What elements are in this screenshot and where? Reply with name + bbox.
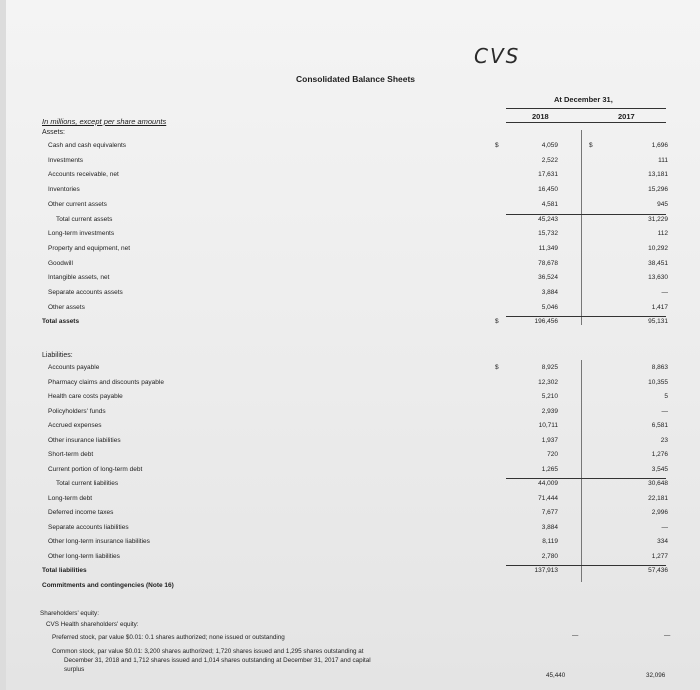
row-label: Property and equipment, net bbox=[48, 244, 131, 252]
currency-symbol: $ bbox=[495, 318, 499, 326]
value-2018: 137,913 bbox=[534, 567, 558, 574]
value-2018: 36,524 bbox=[538, 274, 558, 282]
table-row bbox=[6, 524, 700, 535]
value-2018: 5,046 bbox=[541, 303, 558, 311]
row-label: Intangible assets, net bbox=[48, 274, 110, 282]
table-row bbox=[6, 538, 700, 549]
row-label: Commitments and contingencies (Note 16) bbox=[42, 581, 174, 589]
value-2018: 196,456 bbox=[534, 318, 558, 326]
header-rule bbox=[506, 108, 666, 109]
value-2018: 3,884 bbox=[541, 289, 558, 296]
common-stock-label-line1: Common stock, par value $0.01: 3,200 shares authorized; 1,720 shares issued and 1,295 shares outstanding at bbox=[52, 648, 364, 655]
row-label: Accrued expenses bbox=[48, 422, 102, 429]
table-row bbox=[6, 495, 700, 506]
preferred-2018-value: — bbox=[572, 632, 579, 639]
value-2018: 2,522 bbox=[541, 156, 558, 164]
value-2017: 112 bbox=[657, 230, 668, 238]
common-stock-label-line2: December 31, 2018 and 1,712 shares issued and 1,014 shares outstanding at December 31, 2017 and capital bbox=[64, 657, 371, 664]
row-label: Separate accounts assets bbox=[48, 289, 123, 296]
row-label: Short-term debt bbox=[48, 451, 94, 458]
value-2017: 5 bbox=[664, 393, 668, 400]
row-label: Total current liabilities bbox=[56, 480, 119, 487]
table-row bbox=[6, 582, 700, 593]
common-2017-value: 32,096 bbox=[646, 672, 666, 679]
table-row bbox=[6, 437, 700, 448]
table-row bbox=[6, 567, 700, 578]
row-label: Total current assets bbox=[56, 215, 113, 223]
value-2017: 10,292 bbox=[648, 244, 668, 252]
table-row bbox=[6, 408, 700, 419]
table-row bbox=[6, 157, 700, 168]
value-2018: 2,780 bbox=[541, 552, 558, 560]
value-2018: 1,265 bbox=[541, 465, 558, 473]
table-row bbox=[6, 201, 700, 212]
table-row bbox=[6, 260, 700, 271]
row-label: Other long-term liabilities bbox=[48, 552, 120, 560]
equity-sub-label: CVS Health shareholders' equity: bbox=[46, 621, 139, 628]
value-2018: 12,302 bbox=[538, 378, 558, 386]
row-label: Investments bbox=[48, 156, 84, 164]
row-label: Long-term debt bbox=[48, 494, 93, 502]
row-label: Total assets bbox=[42, 318, 80, 326]
value-2017: 1,277 bbox=[651, 552, 668, 560]
subtotal-rule bbox=[506, 316, 666, 317]
value-2018: 78,678 bbox=[538, 259, 558, 267]
value-2017: 13,630 bbox=[648, 274, 668, 282]
table-row bbox=[6, 216, 700, 227]
row-label: Other current assets bbox=[48, 200, 107, 208]
value-2017: 10,355 bbox=[648, 378, 668, 386]
row-label: Accounts receivable, net bbox=[48, 171, 119, 179]
row-label: Accounts payable bbox=[48, 364, 100, 371]
row-label: Long-term investments bbox=[48, 230, 115, 238]
value-2018: 4,581 bbox=[541, 200, 558, 208]
value-2018: 11,349 bbox=[538, 244, 558, 252]
value-2017: 38,451 bbox=[648, 259, 668, 267]
table-row bbox=[6, 274, 700, 285]
preferred-stock-label: Preferred stock, par value $0.01: 0.1 shares authorized; none issued or outstanding bbox=[52, 634, 285, 641]
equity-section-label: Shareholders' equity: bbox=[40, 610, 99, 617]
handwritten-note: CVS bbox=[474, 44, 521, 68]
year-2018-header: 2018 bbox=[532, 112, 549, 121]
value-2017: 15,296 bbox=[648, 186, 668, 194]
assets-section-label: Assets: bbox=[42, 129, 65, 136]
value-2018: 10,711 bbox=[538, 422, 558, 429]
value-2017: 2,996 bbox=[651, 509, 668, 516]
value-2018: 1,937 bbox=[541, 436, 558, 444]
value-2017: — bbox=[661, 289, 668, 296]
row-label: Pharmacy claims and discounts payable bbox=[48, 378, 164, 386]
row-label: Other long-term insurance liabilities bbox=[48, 538, 150, 545]
value-2017: — bbox=[661, 407, 668, 415]
table-row bbox=[6, 304, 700, 315]
table-row bbox=[6, 480, 700, 491]
value-2018: 720 bbox=[547, 451, 558, 458]
table-row bbox=[6, 186, 700, 197]
units-note: In millions, except per share amounts bbox=[42, 117, 167, 126]
value-2018: 17,631 bbox=[538, 171, 558, 179]
value-2017: 945 bbox=[657, 200, 668, 208]
table-row bbox=[6, 509, 700, 520]
row-label: Cash and cash equivalents bbox=[48, 142, 127, 149]
document-page bbox=[6, 0, 700, 690]
value-2017: 6,581 bbox=[651, 422, 668, 429]
liabilities-section-label: Liabilities: bbox=[42, 352, 73, 359]
value-2018: 44,009 bbox=[538, 480, 558, 487]
table-row bbox=[6, 553, 700, 564]
value-2017: 1,276 bbox=[651, 451, 668, 458]
table-row bbox=[6, 379, 700, 390]
table-row bbox=[6, 466, 700, 477]
value-2018: 2,939 bbox=[541, 407, 558, 415]
page-title: Consolidated Balance Sheets bbox=[296, 74, 416, 84]
row-label: Policyholders' funds bbox=[48, 407, 106, 415]
value-2018: 16,450 bbox=[538, 186, 558, 194]
value-2017: 1,417 bbox=[651, 303, 668, 311]
table-row bbox=[6, 171, 700, 182]
period-header: At December 31, bbox=[554, 95, 613, 104]
row-label: Deferred income taxes bbox=[48, 509, 114, 516]
common-2018-value: 45,440 bbox=[546, 672, 566, 679]
row-label: Total liabilities bbox=[42, 567, 87, 574]
value-2017: 30,648 bbox=[648, 480, 668, 487]
value-2018: 8,925 bbox=[541, 364, 558, 371]
table-row bbox=[6, 289, 700, 300]
row-label: Health care costs payable bbox=[48, 393, 123, 400]
value-2017: 23 bbox=[660, 436, 668, 444]
table-row bbox=[6, 230, 700, 241]
row-label: Separate accounts liabilities bbox=[48, 523, 129, 531]
table-row bbox=[6, 393, 700, 404]
row-label: Inventories bbox=[48, 186, 80, 194]
table-row bbox=[6, 364, 700, 375]
table-row bbox=[6, 245, 700, 256]
value-2017: 3,545 bbox=[651, 465, 668, 473]
value-2017: — bbox=[661, 523, 668, 531]
value-2017: 31,229 bbox=[648, 215, 668, 223]
currency-symbol: $ bbox=[589, 142, 593, 149]
column-head-rule bbox=[506, 122, 666, 123]
table-row bbox=[6, 318, 700, 329]
row-label: Other insurance liabilities bbox=[48, 436, 121, 444]
currency-symbol: $ bbox=[495, 364, 499, 371]
value-2017: 22,181 bbox=[648, 494, 668, 502]
row-label: Goodwill bbox=[48, 259, 73, 267]
value-2017: 334 bbox=[657, 538, 668, 545]
row-label: Current portion of long-term debt bbox=[48, 465, 143, 473]
value-2018: 7,677 bbox=[541, 509, 558, 516]
value-2017: 13,181 bbox=[648, 171, 668, 179]
value-2017: 111 bbox=[658, 156, 668, 164]
value-2017: 95,131 bbox=[648, 318, 668, 326]
value-2018: 3,884 bbox=[541, 523, 558, 531]
common-stock-label-line3: surplus bbox=[64, 666, 85, 673]
subtotal-rule bbox=[506, 214, 666, 215]
table-row bbox=[6, 451, 700, 462]
value-2017: 1,696 bbox=[651, 142, 668, 149]
row-label: Other assets bbox=[48, 303, 85, 311]
value-2018: 4,059 bbox=[541, 142, 558, 149]
subtotal-rule bbox=[506, 565, 666, 566]
value-2018: 15,732 bbox=[538, 230, 558, 238]
value-2018: 8,119 bbox=[542, 538, 558, 545]
value-2018: 71,444 bbox=[538, 494, 558, 502]
value-2017: 8,863 bbox=[651, 364, 668, 371]
currency-symbol: $ bbox=[495, 142, 499, 149]
table-row bbox=[6, 142, 700, 153]
preferred-2017-value: — bbox=[664, 632, 671, 639]
value-2017: 57,436 bbox=[648, 567, 668, 574]
subtotal-rule bbox=[506, 478, 666, 479]
value-2018: 45,243 bbox=[538, 215, 558, 223]
value-2018: 5,210 bbox=[541, 393, 558, 400]
year-2017-header: 2017 bbox=[618, 112, 635, 121]
table-row bbox=[6, 422, 700, 433]
